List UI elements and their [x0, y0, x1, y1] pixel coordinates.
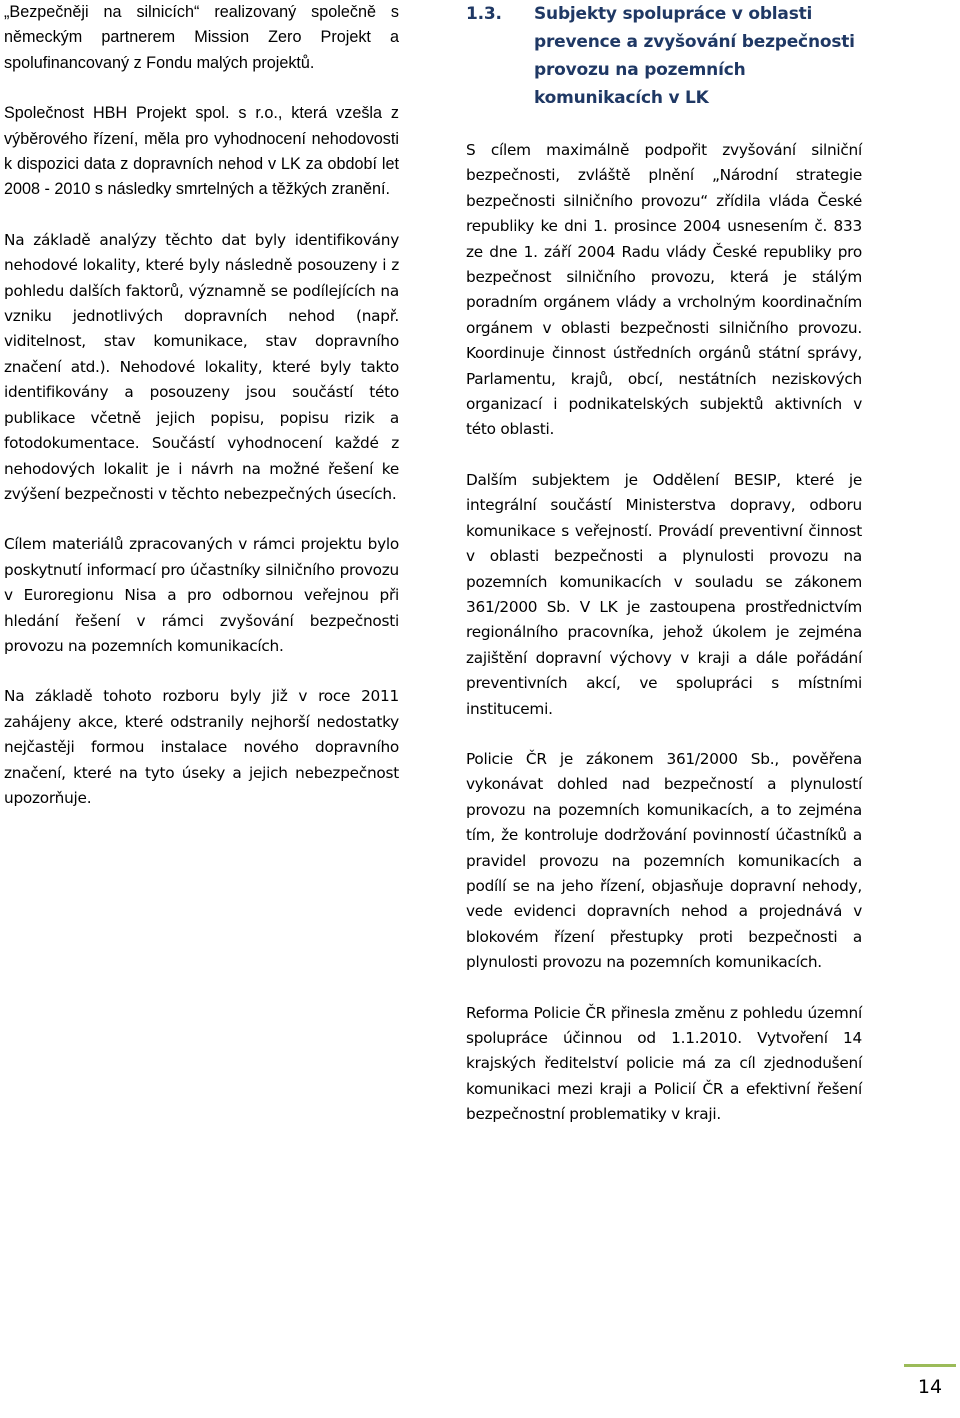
besip-paragraph: Dalším subjektem je Oddělení BESIP, které je integrální součástí Ministerstva dopravy, odboru komunikace s veřejností. Provádí preventivní činnost v oblasti bezpečnosti a plynulosti provozu na pozemních komunikacích v souladu se zákonem 361/2000 Sb. V LK je zastoupena prostřednictvím regionálního pracovníka, jehož úkolem je zejména zajištění dopravní výchovy v kraji a dále pořádání preventivních akcí, ve spolupráci s místními institucemi.	[466, 470, 862, 718]
goal-paragraph: Cílem materiálů zpracovaných v rámci projektu bylo poskytnutí informací pro účastníky silničního provozu v Euroregionu Nisa a pro odbornou veřejnou při hledání řešení v rámci zvyšování bezpečnosti provozu na pozemních komunikacích.	[4, 535, 399, 655]
police-reform-paragraph: Reforma Policie ČR přinesla změnu z pohledu územní spolupráce účinnou od 1.1.2010. Vytvoření 14 krajských ředitelství policie má za cíl zjednodušení komunikaci mezi kraji a Policií ČR a efektivní řešení bezpečnostní problematiky v kraji.	[466, 1003, 862, 1124]
actions-paragraph: Na základě tohoto rozboru byly již v roce 2011 zahájeny akce, které odstranily nejhorší nedostatky nejčastěji formou instalace nového dopravního značení, které na tyto úseky a jejich nebezpečnost upozorňuje.	[4, 687, 399, 807]
page-number: 14	[917, 1376, 943, 1398]
section-title: Subjekty spolupráce v oblasti prevence a zvyšování bezpečnosti provozu na pozemních komunikacích v LK	[534, 4, 855, 108]
intro-paragraph: „Bezpečněji na silnicích“ realizovaný společně s německým partnerem Mission Zero Projekt a spolufinancovaný z Fondu malých projektů.	[4, 3, 399, 72]
police-paragraph: Policie ČR je zákonem 361/2000 Sb., pověřena vykonávat dohled nad bezpečností a plynulostí provozu na pozemních komunikacích, a to zejména tím, že kontroluje dodržování povinností účastníků a pravidel provozu na pozemních komunikacích a podílí se na jeho řízení, objasňuje dopravní nehody, vede evidenci dopravních nehod a projednává v blokovém řízení přestupky proti bezpečnosti a plynulosti provozu na pozemních komunikacích.	[466, 749, 862, 972]
government-council-paragraph: S cílem maximálně podpořit zvyšování silniční bezpečnosti, zvláště plnění „Národní strategie bezpečnosti silničního provozu“ zřídila vláda České republiky ke dni 1. prosince 2004 usnesením č. 833 ze dne 1. září 2004 Radu vlády České republiky pro bezpečnost silničního provozu, která je stálým poradním orgánem vlády a vrcholným koordinačním orgánem v oblasti bezpečnosti silničního provozu. Koordinuje činnost ústředních orgánů státní správy, Parlamentu, krajů, obcí, nestátních neziskových organizací i podnikatelských subjektů aktivních v této oblasti.	[466, 141, 862, 439]
right-column	[466, 0, 862, 1128]
company-paragraph: Společnost HBH Projekt spol. s r.o., která vzešla z výběrového řízení, měla pro vyhodnocení nehodovosti k dispozici data z dopravních nehod v LK za období let 2008 - 2010 s následky smrtelných a těžkých zranění.	[4, 104, 399, 199]
analysis-paragraph: Na základě analýzy těchto dat byly identifikovány nehodové lokality, které byly následně posouzeny i z pohledu dalších faktorů, významně se podílejících na vzniku jednotlivých dopravních nehod (např. viditelnost, stav komunikace, stav dopravního značení atd.). Nehodové lokality, které byly takto identifikovány a posouzeny jsou součástí této publikace včetně jejich popisu, popisu rizik a fotodokumentace. Součástí vyhodnocení každé z nehodových lokalit je i návrh na možné řešení ke zvýšení bezpečnosti v těchto nebezpečných úsecích.	[4, 230, 399, 503]
section-heading	[466, 0, 862, 112]
section-number: 1.3.	[466, 4, 502, 24]
left-column	[4, 0, 399, 811]
